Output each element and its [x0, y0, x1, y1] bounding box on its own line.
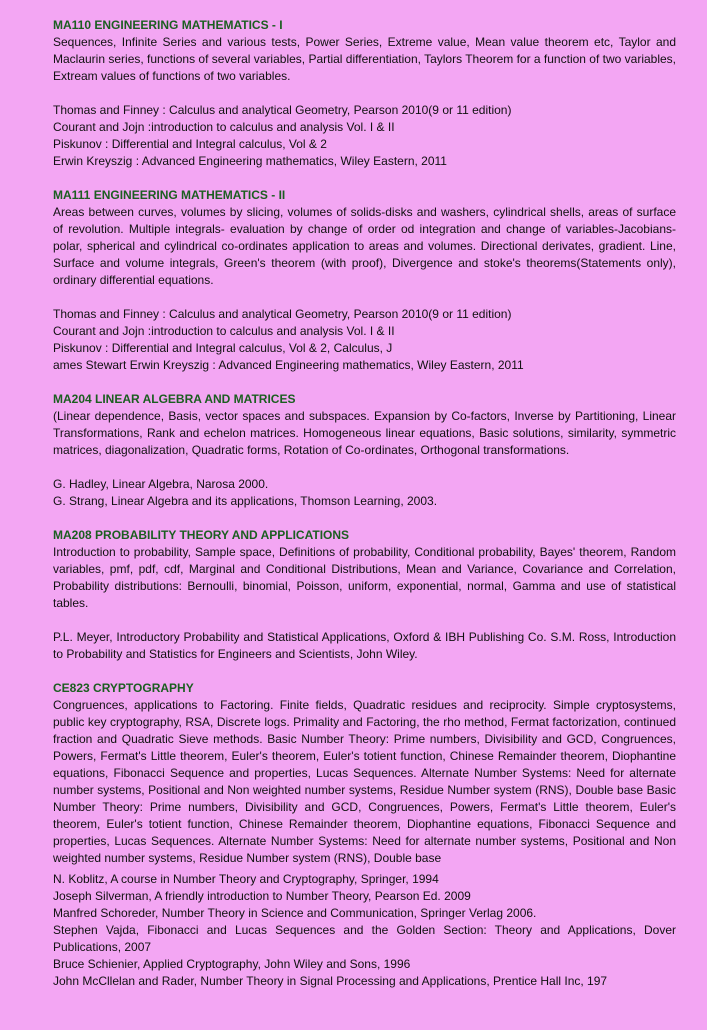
reference-list	[53, 871, 676, 990]
reference-item: Stephen Vajda, Fibonacci and Lucas Sequences and the Golden Section: Theory and Applications, Dover Publications, 2007	[53, 923, 676, 954]
course-description: Sequences, Infinite Series and various tests, Power Series, Extreme value, Mean value theorem etc, Taylor and Maclaurin series, functions of several variables, Partial differentiation, Taylors Theorem for a function of two variables, Extream values of functions of two variables.	[53, 35, 676, 83]
reference-item: Erwin Kreyszig : Advanced Engineering mathematics, Wiley Eastern, 2011	[53, 154, 447, 168]
reference-item: Joseph Silverman, A friendly introduction to Number Theory, Pearson Ed. 2009	[53, 889, 471, 903]
reference-item: Manfred Schoreder, Number Theory in Science and Communication, Springer Verlag 2006.	[53, 906, 537, 920]
reference-item: G. Hadley, Linear Algebra, Narosa 2000.	[53, 477, 269, 491]
reference-list	[53, 629, 676, 663]
course-ma111	[53, 187, 676, 374]
course-ce823	[53, 680, 676, 990]
course-ma208	[53, 527, 676, 663]
reference-list	[53, 476, 676, 510]
reference-list	[53, 102, 676, 170]
reference-item: Piskunov : Differential and Integral calculus, Vol & 2, Calculus, J	[53, 341, 393, 355]
course-title: CE823 CRYPTOGRAPHY	[53, 681, 194, 695]
reference-list	[53, 306, 676, 374]
reference-item: Thomas and Finney : Calculus and analytical Geometry, Pearson 2010(9 or 11 edition)	[53, 103, 512, 117]
reference-item: P.L. Meyer, Introductory Probability and Statistical Applications, Oxford & IBH Publishing Co. S.M. Ross, Introduction to Probability and Statistics for Engineers and Scientists, John Wiley.	[53, 630, 676, 661]
course-description: Congruences, applications to Factoring. Finite fields, Quadratic residues and reciprocity. Simple cryptosystems, public key cryptography, RSA, Discrete logs. Primality and Factoring, the rho method, Fermat factorization, continued fraction and Quadratic Sieve methods. Basic Number Theory: Prime numbers, Divisibility and GCD, Congruences, Powers, Fermat's Little theorem, Euler's theorem, Euler's totient function, Chinese Remainder theorem, Diophantine equations, Fibonacci Sequence and properties, Lucas Sequences. Alternate Number Systems: Need for alternate number systems, Positional and Non weighted number systems, Residue Number system (RNS), Double base Basic Number Theory: Prime numbers, Divisibility and GCD, Congruences, Powers, Fermat's Little theorem, Euler's theorem, Euler's totient function, Chinese Remainder theorem, Diophantine equations, Fibonacci Sequence and properties, Lucas Sequences. Alternate Number Systems: Need for alternate number systems, Positional and Non weighted number systems, Residue Number system (RNS), Double base	[53, 698, 676, 865]
reference-item: Courant and Jojn :introduction to calculus and analysis Vol. I & II	[53, 120, 395, 134]
course-description: Areas between curves, volumes by slicing, volumes of solids-disks and washers, cylindrical shells, areas of surface of revolution. Multiple integrals- evaluation by change of order od integration and change of variables-Jacobians-polar, spherical and cylindrical co-ordinates application to areas and volumes. Directional derivates, gradient. Line, Surface and volume integrals, Green's theorem (with proof), Divergence and stoke's theorems(Statements only), ordinary differential equations.	[53, 205, 676, 287]
reference-item: Thomas and Finney : Calculus and analytical Geometry, Pearson 2010(9 or 11 edition)	[53, 307, 512, 321]
course-description: Introduction to probability, Sample space, Definitions of probability, Conditional probability, Bayes' theorem, Random variables, pmf, pdf, cdf, Marginal and Conditional Distributions, Mean and Variance, Covariance and Correlation, Probability distributions: Bernoulli, binomial, Poisson, uniform, exponential, normal, Gamma and use of statistical tables.	[53, 545, 676, 610]
reference-item: N. Koblitz, A course in Number Theory and Cryptography, Springer, 1994	[53, 872, 439, 886]
reference-item: Bruce Schienier, Applied Cryptography, John Wiley and Sons, 1996	[53, 957, 411, 971]
reference-item: John McCllelan and Rader, Number Theory in Signal Processing and Applications, Prentice Hall Inc, 197	[53, 974, 608, 988]
reference-item: ames Stewart Erwin Kreyszig : Advanced Engineering mathematics, Wiley Eastern, 2011	[53, 358, 524, 372]
reference-item: Piskunov : Differential and Integral calculus, Vol & 2	[53, 137, 327, 151]
course-ma204	[53, 391, 676, 510]
course-title: MA110 ENGINEERING MATHEMATICS - I	[53, 18, 283, 32]
reference-item: G. Strang, Linear Algebra and its applications, Thomson Learning, 2003.	[53, 494, 438, 508]
course-title: MA208 PROBABILITY THEORY AND APPLICATIONS	[53, 528, 350, 542]
course-title: MA204 LINEAR ALGEBRA AND MATRICES	[53, 392, 296, 406]
reference-item: Courant and Jojn :introduction to calculus and analysis Vol. I & II	[53, 324, 395, 338]
course-ma110	[53, 17, 676, 170]
course-title: MA111 ENGINEERING MATHEMATICS - II	[53, 188, 286, 202]
course-description: (Linear dependence, Basis, vector spaces and subspaces. Expansion by Co-factors, Inverse by Partitioning, Linear Transformations, Rank and echelon matrices. Homogeneous linear equations, Basic solutions, similarity, symmetric matrices, diagonalization, Quadratic forms, Rotation of Co-ordinates, Orthogonal transformations.	[53, 409, 676, 457]
